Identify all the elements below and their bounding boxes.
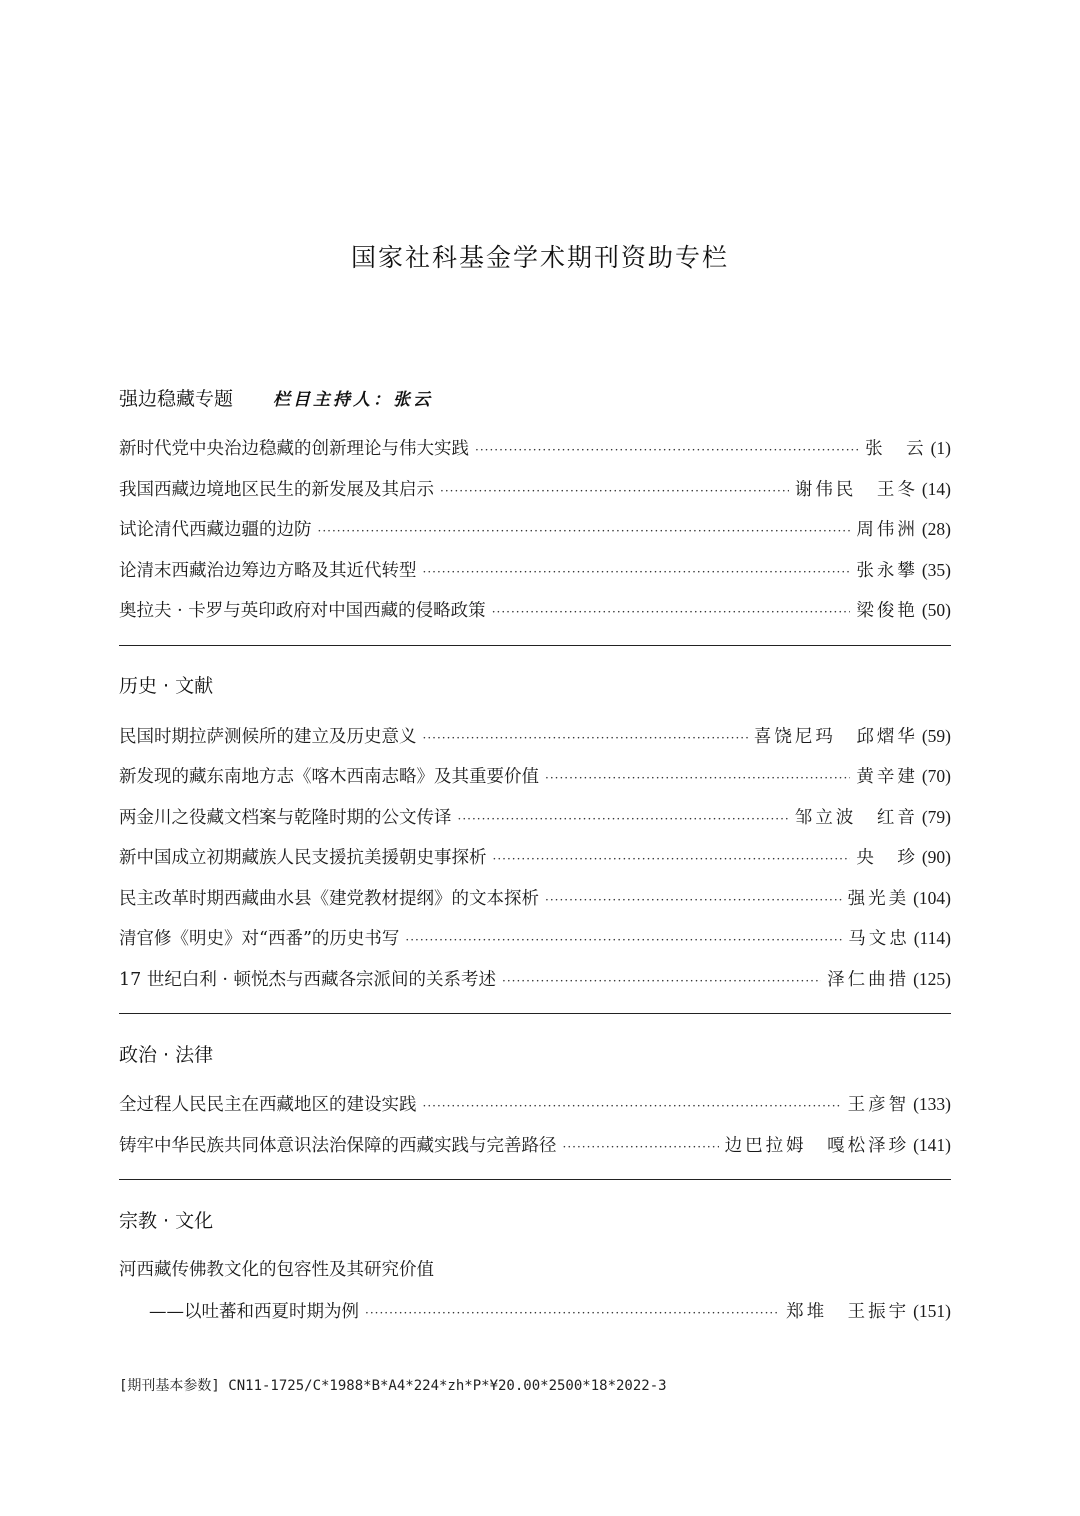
section-religion-culture — [119, 1202, 951, 1331]
entry-page: (104) — [913, 887, 951, 908]
toc-entry[interactable] — [119, 1125, 951, 1166]
entry-page: (151) — [913, 1300, 951, 1321]
section-divider — [119, 1179, 951, 1180]
entry-title[interactable]: 新中国成立初期藏族人民支援抗美援朝史事探析 — [119, 848, 487, 868]
entry-page: (114) — [913, 928, 951, 948]
toc-entry[interactable] — [119, 797, 951, 838]
entry-page: (35) — [921, 559, 951, 580]
entry-title[interactable]: 17 世纪白利 · 顿悦杰与西藏各宗派间的关系考述 — [119, 969, 497, 990]
section-title: 政治 · 法律 — [119, 1043, 214, 1066]
section-title: 历史 · 文献 — [119, 675, 214, 697]
section-header — [119, 668, 951, 702]
dot-leader — [563, 1127, 719, 1168]
section-title: 宗教 · 文化 — [119, 1209, 214, 1232]
entry-title[interactable]: 铸牢中华民族共同体意识法治保障的西藏实践与完善路径 — [119, 1135, 557, 1156]
dot-leader — [423, 552, 851, 593]
dot-leader — [492, 592, 851, 633]
dot-leader — [475, 430, 859, 471]
dot-leader — [440, 471, 789, 512]
entry-subtitle[interactable]: ——以吐蕃和西夏时期为例 — [149, 1301, 359, 1322]
toc-entry[interactable] — [119, 550, 951, 591]
dot-leader — [502, 961, 821, 1002]
section-history-documents — [119, 668, 951, 1000]
toc-entry[interactable] — [119, 428, 951, 469]
section-divider — [119, 1013, 951, 1014]
section-header — [119, 380, 951, 414]
toc-entry[interactable] — [119, 469, 951, 510]
entry-author: 周伟洲 — [856, 520, 918, 540]
section-title: 强边稳藏专题 — [119, 387, 234, 410]
section-host: 栏目主持人：张云 — [273, 389, 434, 410]
journal-parameters: [期刊基本参数] CN11-1725/C*1988*B*A4*224*zh*P*¥20.00*2500*18*2022-3 — [119, 1378, 667, 1394]
entry-author: 泽仁曲措 — [827, 969, 910, 990]
entry-title[interactable]: 试论清代西藏边疆的边防 — [119, 520, 312, 540]
entry-title[interactable]: 新时代党中央治边稳藏的创新理论与伟大实践 — [119, 439, 469, 459]
entry-title[interactable]: 民国时期拉萨测候所的建立及历史意义 — [119, 726, 417, 747]
entry-title[interactable]: 全过程人民民主在西藏地区的建设实践 — [119, 1095, 417, 1115]
entry-title[interactable]: 论清末西藏治边筹边方略及其近代转型 — [119, 560, 417, 581]
dot-leader — [423, 718, 748, 759]
toc-entry-subtitle[interactable] — [119, 1291, 951, 1332]
entry-page: (79) — [921, 806, 951, 827]
dot-leader — [405, 920, 842, 961]
entry-page: (90) — [921, 847, 951, 867]
dot-leader — [365, 1293, 780, 1334]
entry-title[interactable]: 奥拉夫 · 卡罗与英印政府对中国西藏的侵略政策 — [119, 601, 486, 621]
entry-author: 张 云 — [865, 439, 927, 459]
entry-author: 强光美 — [847, 888, 910, 909]
entry-page: (14) — [921, 478, 951, 499]
table-of-contents — [119, 380, 951, 1331]
section-politics-law — [119, 1036, 951, 1165]
entry-author: 黄辛建 — [856, 767, 918, 787]
toc-entry[interactable] — [119, 590, 951, 631]
dot-leader — [318, 511, 851, 552]
entry-author: 张永攀 — [856, 560, 918, 581]
dot-leader — [545, 758, 850, 799]
entry-author: 马文忠 — [848, 929, 910, 949]
entry-page: (141) — [913, 1134, 951, 1155]
entry-page: (70) — [921, 766, 951, 786]
entry-author: 谢伟民 王冬 — [794, 479, 918, 500]
dot-leader — [545, 880, 842, 921]
dot-leader — [423, 1086, 842, 1127]
entry-title[interactable]: 新发现的藏东南地方志《喀木西南志略》及其重要价值 — [119, 767, 539, 787]
page-title: 国家社科基金学术期刊资助专栏 — [350, 243, 729, 272]
entry-page: (133) — [913, 1094, 951, 1114]
entry-page: (59) — [921, 725, 951, 746]
entry-author: 王彦智 — [847, 1095, 910, 1115]
toc-entry[interactable] — [119, 1250, 951, 1291]
toc-entry[interactable] — [119, 716, 951, 757]
toc-entry[interactable] — [119, 959, 951, 1000]
entry-author: 郑堆 王振宇 — [786, 1301, 910, 1322]
entry-title[interactable]: 河西藏传佛教文化的包容性及其研究价值 — [119, 1260, 434, 1280]
section-divider — [119, 645, 951, 646]
entry-author: 央 珍 — [856, 848, 918, 868]
entry-page: (28) — [921, 519, 951, 539]
toc-entry[interactable] — [119, 918, 951, 959]
entry-author: 邹立波 红音 — [794, 807, 918, 828]
section-header — [119, 1202, 951, 1236]
entry-page: (125) — [913, 968, 951, 989]
entry-title[interactable]: 民主改革时期西藏曲水县《建党教材提纲》的文本探析 — [119, 888, 539, 909]
toc-entry[interactable] — [119, 756, 951, 797]
toc-entry[interactable] — [119, 878, 951, 919]
section-frontier-stability — [119, 380, 951, 631]
entry-title[interactable]: 我国西藏边境地区民生的新发展及其启示 — [119, 479, 434, 500]
entry-page: (50) — [921, 600, 951, 620]
entry-author: 边巴拉姆 嘎松泽珍 — [724, 1135, 910, 1156]
dot-leader — [458, 799, 789, 840]
entry-title[interactable]: 清官修《明史》对“西番”的历史书写 — [119, 929, 400, 949]
dot-leader — [493, 839, 851, 880]
toc-entry[interactable] — [119, 837, 951, 878]
entry-title[interactable]: 两金川之役藏文档案与乾隆时期的公文传译 — [119, 807, 452, 828]
toc-entry[interactable] — [119, 1084, 951, 1125]
section-header — [119, 1036, 951, 1070]
entry-author: 梁俊艳 — [856, 601, 918, 621]
toc-entry[interactable] — [119, 509, 951, 550]
entry-author: 喜饶尼玛 邱熠华 — [753, 726, 918, 747]
entry-page: (1) — [930, 438, 951, 458]
